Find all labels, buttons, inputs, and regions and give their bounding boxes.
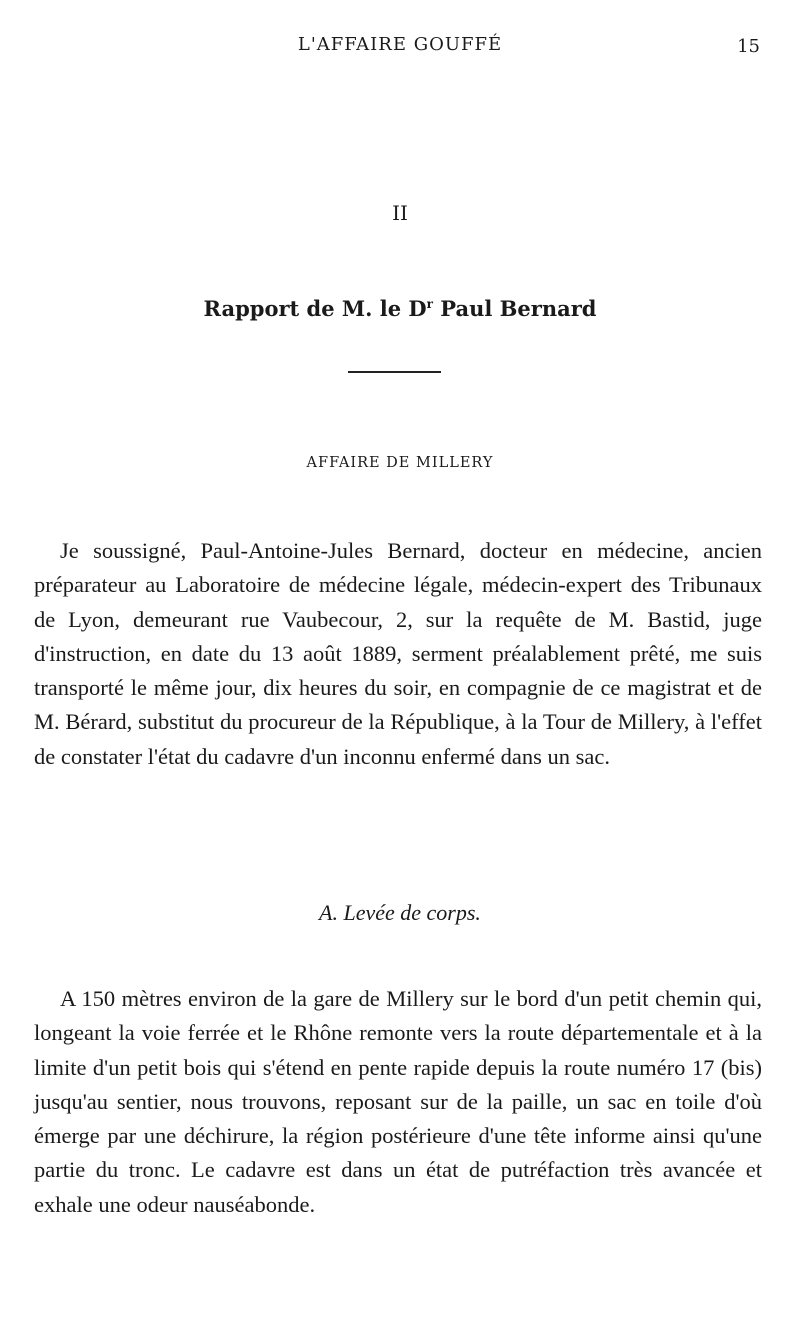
subheading: A. Levée de corps.	[319, 900, 481, 925]
report-title-before: Rapport de M. le D	[203, 296, 427, 321]
paragraph-1-text: Je soussigné, Paul-Antoine-Jules Bernard, docteur en médecine, ancien préparateur au Laboratoire de médecine légale, médecin-expert des Tribunaux de Lyon, demeurant rue Vaubecour, 2, sur la requête de M. Bastid, juge d'instruction, en date du 13 août 1889, serment préalablement prêté, me suis transporté le même jour, dix heures du soir, en compagnie de ce magistrat et de M. Bérard, substitut du procureur de la République, à la Tour de Millery, à l'effet de constater l'état du cadavre d'un inconnu enfermé dans un sac.	[34, 538, 762, 769]
section-title: AFFAIRE DE MILLERY	[306, 455, 494, 471]
page-number: 15	[737, 36, 760, 57]
title-divider	[348, 371, 441, 373]
paragraph-1	[34, 534, 762, 774]
chapter-number: II	[392, 201, 408, 225]
report-title-superscript: r	[426, 297, 433, 311]
report-title	[0, 296, 800, 321]
paragraph-2	[34, 982, 762, 1222]
running-title: L'AFFAIRE GOUFFÉ	[297, 34, 503, 55]
report-title-after: Paul Bernard	[432, 296, 597, 321]
paragraph-2-text: A 150 mètres environ de la gare de Millery sur le bord d'un petit chemin qui, longeant la voie ferrée et le Rhône remonte vers la route départementale et à la limite d'un petit bois qui s'étend en pente rapide depuis la route numéro 17 (bis) jusqu'au sentier, nous trouvons, reposant sur de la paille, un sac en toile d'où émerge par une déchirure, la région postérieure d'une tête informe ainsi qu'une partie du tronc. Le cadavre est dans un état de putréfaction très avancée et exhale une odeur nauséabonde.	[34, 986, 762, 1217]
